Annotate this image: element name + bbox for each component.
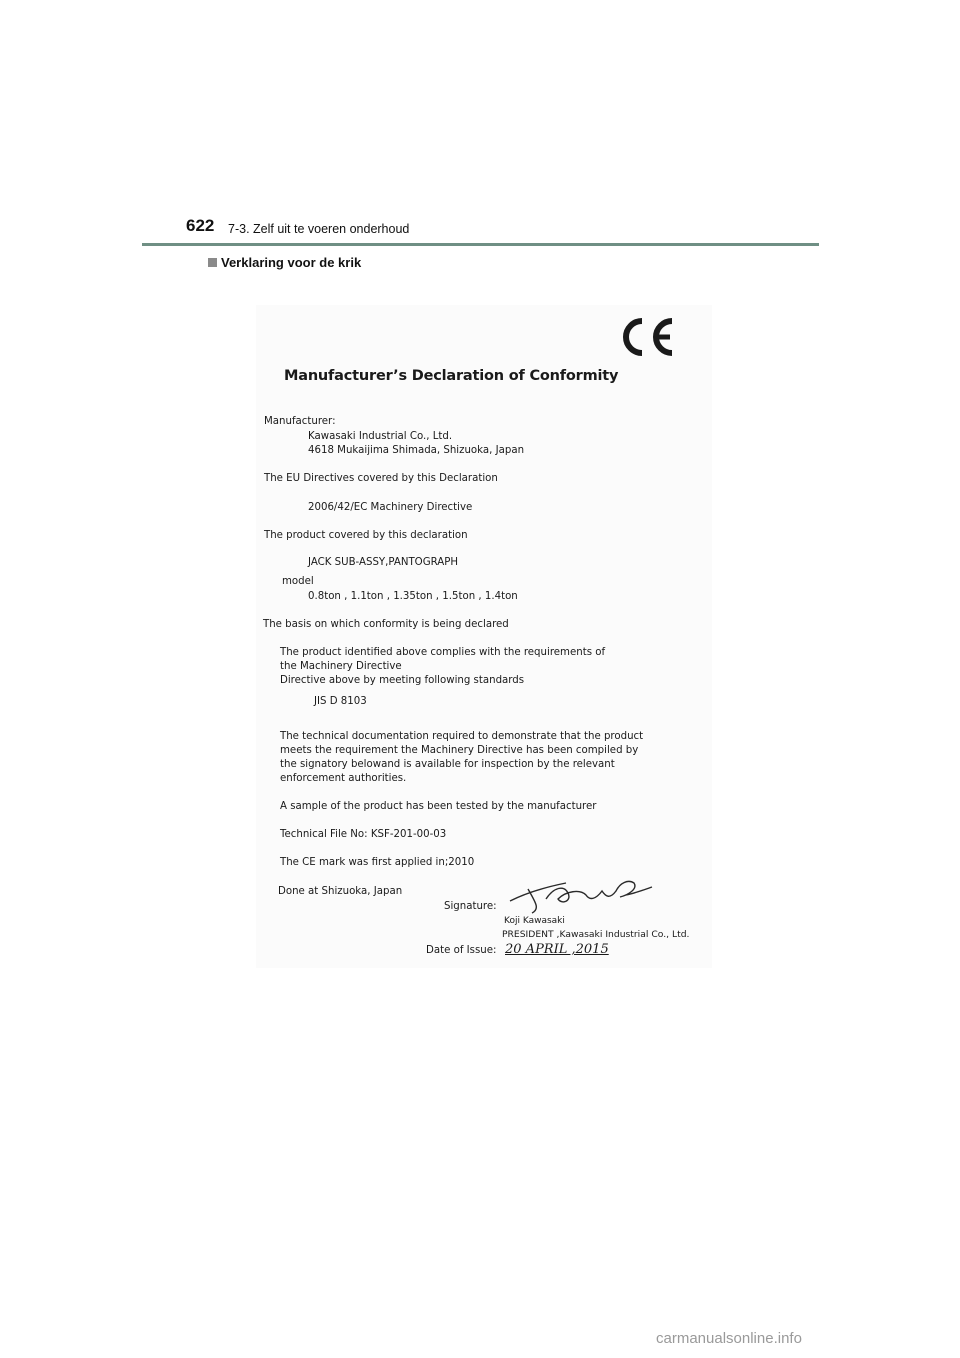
- signatory-name: Koji Kawasaki: [504, 916, 565, 926]
- signature-label: Signature:: [444, 901, 497, 912]
- done-at-line: Done at Shizuoka, Japan: [278, 886, 403, 897]
- section-heading: [208, 255, 361, 270]
- declaration-title: Manufacturer’s Declaration of Conformity: [284, 368, 619, 384]
- documentation-line-1: The technical documentation required to demonstrate that the product: [280, 731, 644, 742]
- square-bullet-icon: [208, 258, 217, 267]
- documentation-line-4: enforcement authorities.: [280, 773, 407, 784]
- documentation-line-2: meets the requirement the Machinery Directive has been compiled by: [280, 745, 639, 756]
- chapter-title: 7-3. Zelf uit te voeren onderhoud: [228, 222, 410, 236]
- basis-heading: The basis on which conformity is being declared: [263, 619, 509, 630]
- documentation-line-3: the signatory belowand is available for inspection by the relevant: [280, 759, 615, 770]
- manufacturer-label: Manufacturer:: [264, 416, 336, 427]
- ce-applied-line: The CE mark was first applied in;2010: [280, 857, 475, 868]
- directives-heading: The EU Directives covered by this Declaration: [264, 473, 498, 484]
- directive-value: 2006/42/EC Machinery Directive: [308, 502, 473, 513]
- product-heading: The product covered by this declaration: [264, 530, 468, 541]
- handwritten-signature-icon: [506, 873, 656, 917]
- watermark: carmanualsonline.info: [656, 1330, 802, 1347]
- signatory-title: PRESIDENT ,Kawasaki Industrial Co., Ltd.: [502, 929, 690, 940]
- sample-tested-line: A sample of the product has been tested by the manufacturer: [280, 801, 597, 812]
- section-heading-text: Verklaring voor de krik: [221, 255, 362, 270]
- basis-line-3: Directive above by meeting following standards: [280, 675, 525, 686]
- manufacturer-address: 4618 Mukaijima Shimada, Shizuoka, Japan: [308, 445, 525, 456]
- basis-line-2: the Machinery Directive: [280, 661, 402, 672]
- model-label: model: [282, 576, 314, 587]
- ce-mark-icon: [618, 315, 678, 359]
- header-divider: [142, 243, 819, 246]
- manufacturer-name: Kawasaki Industrial Co., Ltd.: [308, 431, 453, 442]
- declaration-scan: [256, 305, 712, 968]
- technical-file-line: Technical File No: KSF-201-00-03: [280, 829, 447, 840]
- issue-date-value: 20 APRIL ,2015: [505, 942, 609, 957]
- basis-line-1: The product identified above complies with the requirements of: [280, 647, 606, 658]
- model-values: 0.8ton , 1.1ton , 1.35ton , 1.5ton , 1.4ton: [308, 591, 518, 602]
- standard-value: JIS D 8103: [314, 696, 367, 707]
- product-name: JACK SUB-ASSY,PANTOGRAPH: [308, 557, 459, 568]
- issue-date-label: Date of Issue:: [426, 945, 497, 956]
- page-number: 622: [186, 216, 215, 235]
